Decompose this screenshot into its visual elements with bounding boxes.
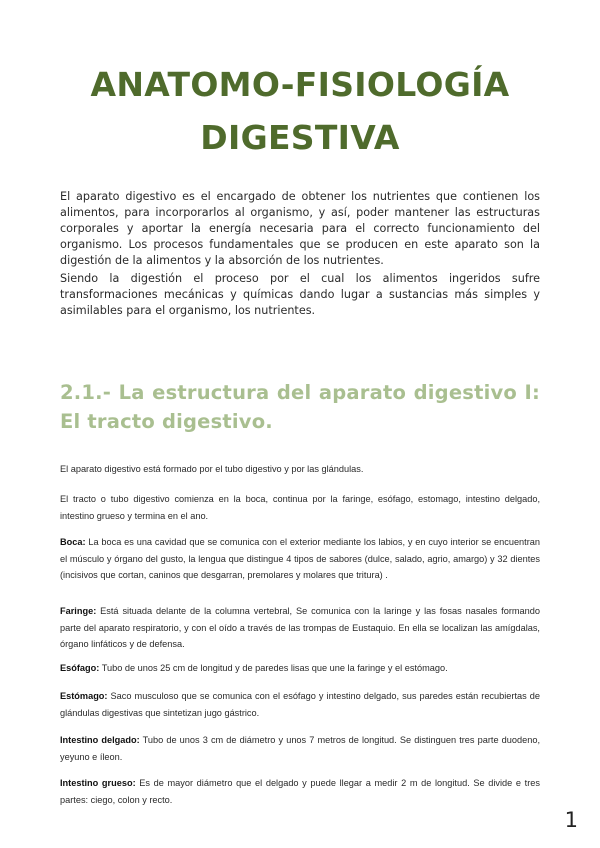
body-paragraph-2: El tracto o tubo digestivo comienza en la boca, continua por la faringe, esófago, estomago, intestino delgado, intestino grueso y termina en el ano. [60, 494, 540, 521]
term-separator: : [136, 735, 140, 745]
term-separator: : [132, 778, 136, 788]
title-line-2: DIGESTIVA [200, 118, 400, 157]
organ-paragraph-esofago [60, 660, 540, 677]
organ-term: Intestino grueso [60, 778, 133, 788]
body-paragraph-1: El aparato digestivo está formado por el tubo digestivo y por las glándulas. [60, 464, 364, 474]
organ-description: Es de mayor diámetro que el delgado y puede llegar a medir 2 m de longitud. Se divide e tres partes: ciego, colon y recto. [60, 778, 540, 805]
organ-description: La boca es una cavidad que se comunica con el exterior mediante los labios, y en cuyo interior se encuentran el músculo y órgano del gusto, la lengua que distingue 4 tipos de sabores (dulce, salado, agrio, amargo) y 32 dientes (incisivos que cortan, caninos que desgarran, premolares y molares que tritura) . [60, 537, 540, 580]
intro-paragraph-2: Siendo la digestión el proceso por el cual los alimentos ingeridos sufre transformaciones mecánicas y químicas dando lugar a sustancias más simples y asimilables para el organismo, los nutrientes. [60, 272, 540, 317]
organ-term: Estómago [60, 691, 105, 701]
section-heading: 2.1.- La estructura del aparato digestivo I: El tracto digestivo. [60, 381, 540, 433]
organ-paragraph-intestino-grueso [60, 775, 540, 808]
organ-paragraph-estomago [60, 688, 540, 721]
page-number: 1 [564, 808, 578, 832]
term-separator: : [93, 606, 97, 616]
term-separator: : [104, 691, 108, 701]
organ-paragraph-boca [60, 534, 540, 584]
organ-paragraph-faringe [60, 603, 540, 653]
term-separator: : [82, 537, 86, 547]
organ-term: Faringe [60, 606, 94, 616]
organ-description: Saco musculoso que se comunica con el esófago y intestino delgado, sus paredes están recubiertas de glándulas digestivas que sintetizan jugo gástrico. [60, 691, 540, 718]
organ-term: Intestino delgado [60, 735, 137, 745]
organ-description: Está situada delante de la columna vertebral, Se comunica con la laringe y las fosas nasales formando parte del aparato respiratorio, y con el oído a través de las trompas de Eustaquio. En ella se localizan las amígdalas, órgano linfáticos y de defensa. [60, 606, 540, 649]
organ-description: Tubo de unos 3 cm de diámetro y unos 7 metros de longitud. Se distinguen tres parte duodeno, yeyuno e íleon. [60, 735, 540, 762]
organ-term: Boca [60, 537, 83, 547]
organ-description: Tubo de unos 25 cm de longitud y de paredes lisas que une la faringe y el estómago. [101, 663, 448, 673]
term-separator: : [96, 663, 100, 673]
intro-paragraph-1: El aparato digestivo es el encargado de obtener los nutrientes que contienen los alimentos, para incorporarlos al organismo, y así, poder mantener las estructuras corporales y aportar la energía necesaria para el correcto funcionamiento del organismo. Los procesos fundamentales que se producen en este aparato son la digestión de la alimentos y la absorción de los nutrientes. [60, 190, 540, 267]
organ-paragraph-intestino-delgado [60, 732, 540, 765]
title-line-1: ANATOMO-FISIOLOGÍA [90, 65, 510, 104]
document-title [60, 58, 540, 164]
organ-term: Esófago [60, 663, 97, 673]
